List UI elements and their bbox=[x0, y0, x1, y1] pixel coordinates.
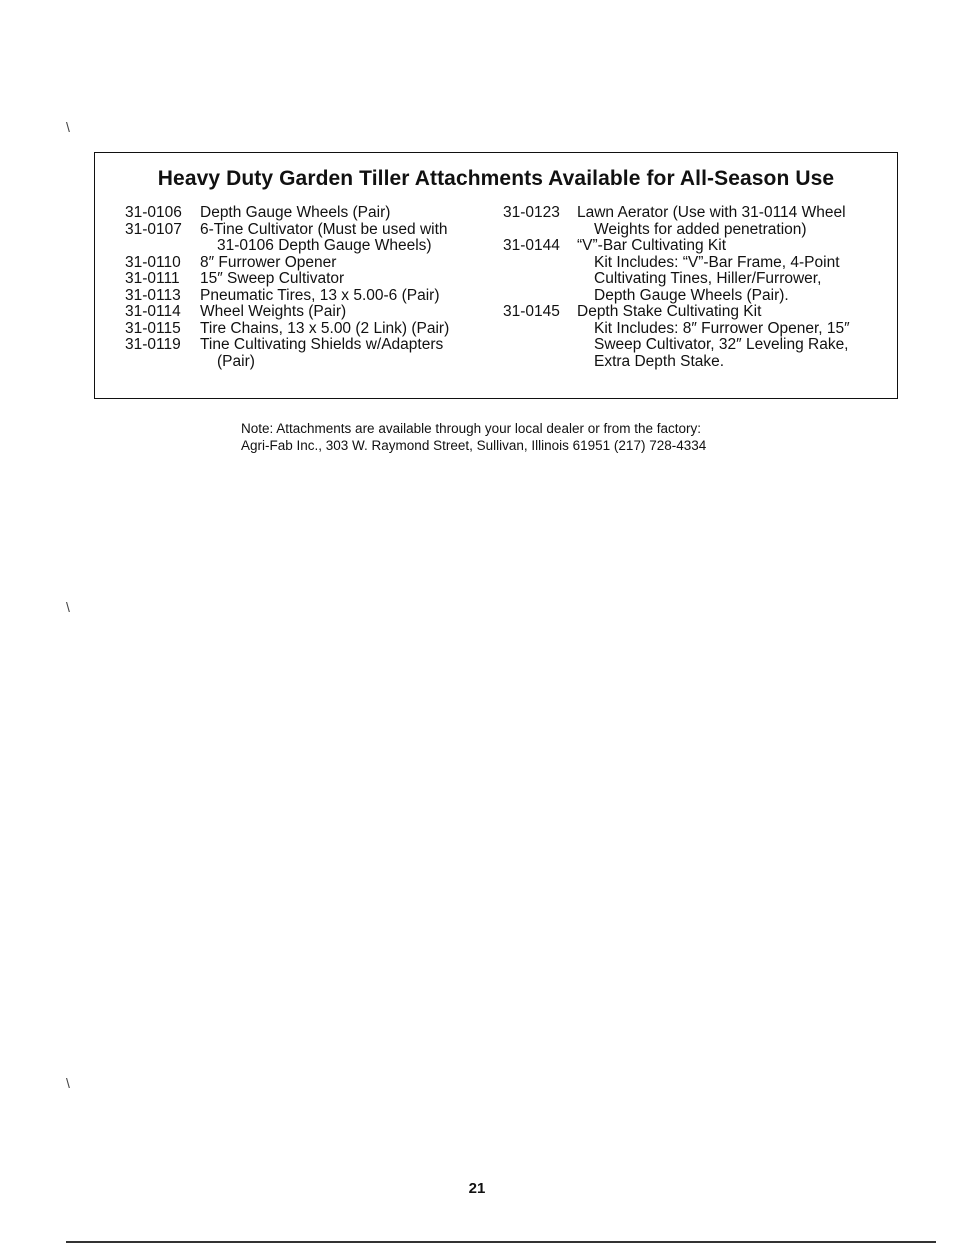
list-item bbox=[125, 255, 505, 272]
part-description bbox=[200, 255, 505, 272]
description-line: Depth Gauge Wheels (Pair) bbox=[200, 204, 391, 221]
attachments-box bbox=[94, 152, 898, 399]
part-description bbox=[200, 288, 505, 305]
note-line: Note: Attachments are available through your local dealer or from the factory: bbox=[241, 421, 701, 436]
attachment-list-right bbox=[503, 205, 883, 370]
description-line: Wheel Weights (Pair) bbox=[200, 303, 347, 320]
description-line: Sweep Cultivator, 32″ Leveling Rake, bbox=[594, 336, 849, 353]
part-number: 31-0119 bbox=[125, 336, 181, 353]
scan-mark: \ bbox=[66, 119, 70, 135]
list-item bbox=[125, 321, 505, 338]
part-number: 31-0123 bbox=[503, 204, 560, 221]
list-item bbox=[125, 271, 505, 288]
description-line: Lawn Aerator (Use with 31-0114 Wheel bbox=[577, 204, 846, 221]
description-line: Cultivating Tines, Hiller/Furrower, bbox=[594, 270, 822, 287]
list-item bbox=[503, 205, 883, 238]
page-title: Heavy Duty Garden Tiller Attachments Available for All-Season Use bbox=[157, 167, 835, 190]
part-description bbox=[200, 222, 505, 255]
list-item bbox=[503, 238, 883, 304]
part-number: 31-0113 bbox=[125, 286, 181, 304]
description-line: 6-Tine Cultivator (Must be used with bbox=[200, 220, 448, 238]
list-item bbox=[125, 222, 505, 255]
part-number: 31-0110 bbox=[125, 253, 181, 271]
part-description bbox=[577, 238, 883, 304]
description-line: Tire Chains, 13 x 5.00 (2 Link) (Pair) bbox=[200, 319, 450, 337]
scan-mark: \ bbox=[66, 1075, 70, 1091]
description-line: Extra Depth Stake. bbox=[594, 352, 725, 370]
description-line: Kit Includes: “V”-Bar Frame, 4-Point bbox=[594, 253, 840, 271]
description-line: Kit Includes: 8″ Furrower Opener, 15″ bbox=[594, 319, 850, 337]
part-number: 31-0114 bbox=[125, 303, 181, 320]
list-item bbox=[125, 288, 505, 305]
part-description bbox=[200, 321, 505, 338]
list-item bbox=[503, 304, 883, 370]
description-line: Depth Stake Cultivating Kit bbox=[577, 303, 762, 320]
bottom-rule bbox=[66, 1241, 936, 1243]
part-description bbox=[577, 205, 883, 238]
part-description bbox=[200, 304, 505, 321]
description-line: Tine Cultivating Shields w/Adapters bbox=[200, 336, 444, 353]
description-line: Weights for added penetration) bbox=[594, 220, 807, 238]
description-line: (Pair) bbox=[217, 352, 255, 370]
part-number: 31-0115 bbox=[125, 319, 181, 337]
dealer-note bbox=[241, 420, 706, 454]
list-item bbox=[125, 337, 505, 370]
description-line: 31-0106 Depth Gauge Wheels) bbox=[217, 237, 432, 254]
part-number: 31-0106 bbox=[125, 204, 182, 221]
part-number: 31-0145 bbox=[503, 303, 560, 320]
attachment-list-left bbox=[125, 205, 505, 370]
description-line: 8″ Furrower Opener bbox=[200, 253, 337, 271]
list-item bbox=[125, 304, 505, 321]
list-item bbox=[125, 205, 505, 222]
part-number: 31-0107 bbox=[125, 220, 182, 238]
scan-mark: \ bbox=[66, 599, 70, 615]
part-description bbox=[200, 337, 505, 370]
description-line: “V”-Bar Cultivating Kit bbox=[577, 237, 727, 254]
part-description bbox=[577, 304, 883, 370]
part-number: 31-0144 bbox=[503, 237, 560, 254]
description-line: Depth Gauge Wheels (Pair). bbox=[594, 286, 789, 304]
description-line: 15″ Sweep Cultivator bbox=[200, 270, 345, 287]
part-number: 31-0111 bbox=[125, 270, 180, 287]
note-line: Agri-Fab Inc., 303 W. Raymond Street, Sullivan, Illinois 61951 (217) 728-4334 bbox=[241, 438, 707, 453]
part-description bbox=[200, 271, 505, 288]
description-line: Pneumatic Tires, 13 x 5.00-6 (Pair) bbox=[200, 286, 440, 304]
part-description bbox=[200, 205, 505, 222]
page-number: 21 bbox=[468, 1180, 486, 1197]
